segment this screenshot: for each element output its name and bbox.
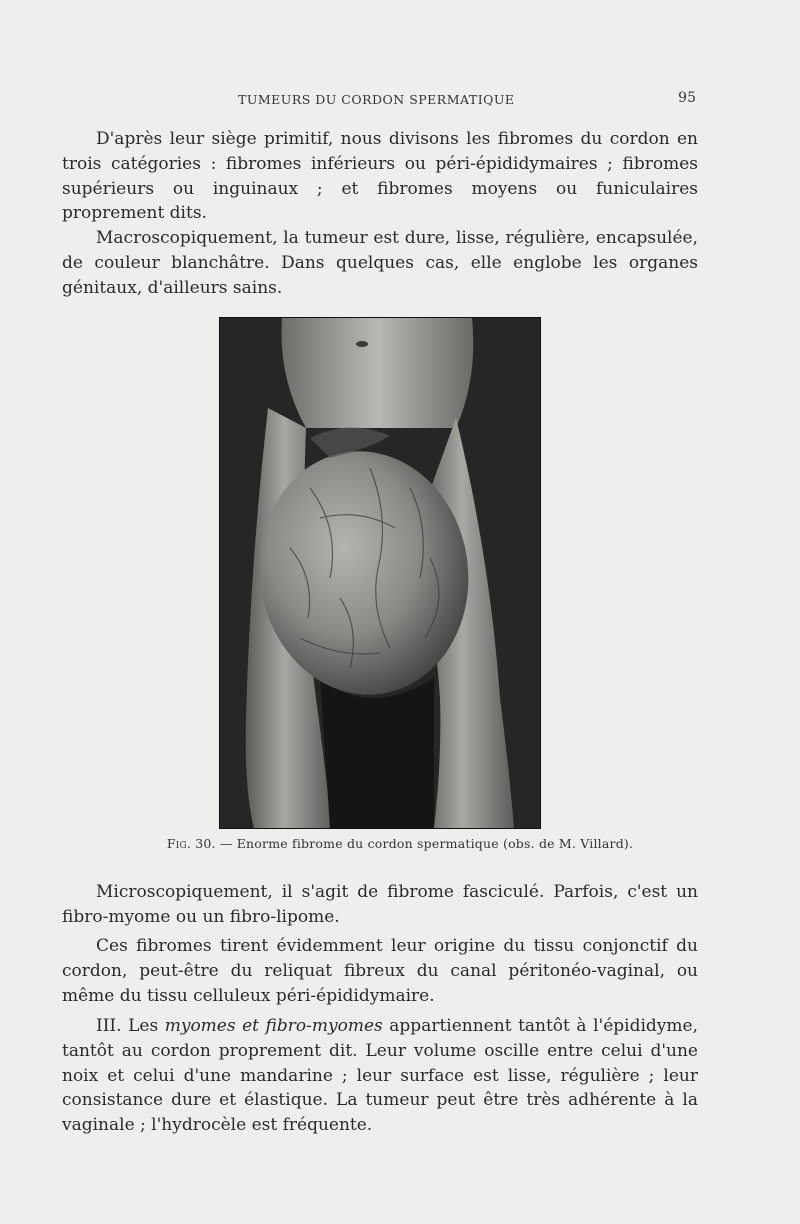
paragraph-origin: Ces fibromes tirent évidemment leur origine du tissu conjonctif du cordon, peut-être du reliquat fibreux du canal péritonéo-vaginal, ou même du tissu celluleux péri-épididymaire. xyxy=(62,936,698,1006)
paragraph-macroscopic: Macroscopiquement, la tumeur est dure, lisse, régulière, encapsulée, de couleur blanchâtre. Dans quelques cas, elle englobe les organes génitaux, d'ailleurs sains. xyxy=(62,228,698,298)
paragraph-myomes-intro: III. Les xyxy=(96,1016,165,1036)
photograph-image xyxy=(220,318,540,828)
paragraph-myomes-body: appartiennent tantôt à l'épididyme, tantôt au cordon proprement dit. Leur volume oscille entre celui d'une noix et celui d'une mandarine ; leur surface est lisse, régulière ; leur consistance dure et élastique. La tumeur peut être très adhérente à la vaginale ; l'hydrocèle est fréquente. xyxy=(62,1016,698,1136)
figure-photograph xyxy=(219,317,541,829)
running-head xyxy=(60,90,710,110)
figure-caption-text: — Enorme fibrome du cordon spermatique (obs. de M. Villard). xyxy=(215,836,634,851)
running-title: TUMEURS DU CORDON SPERMATIQUE xyxy=(238,92,515,107)
figure-label: Fig. 30. xyxy=(166,836,216,851)
paragraph-classification: D'après leur siège primitif, nous divisons les fibromes du cordon en trois catégories : fibromes inférieurs ou péri-épididymaires ; fibromes supérieurs ou inguinaux ; et fibromes moyens ou funiculaires proprement dits. xyxy=(62,129,698,224)
paragraph-myomes-term: myomes et fibro-myomes xyxy=(164,1016,383,1036)
page-number: 95 xyxy=(678,90,696,106)
paragraph-myomes xyxy=(62,1014,698,1138)
paragraph-microscopic: Microscopiquement, il s'agit de fibrome fasciculé. Parfois, c'est un fibro-myome ou un fibro-lipome. xyxy=(62,882,698,927)
figure-caption xyxy=(60,836,740,851)
